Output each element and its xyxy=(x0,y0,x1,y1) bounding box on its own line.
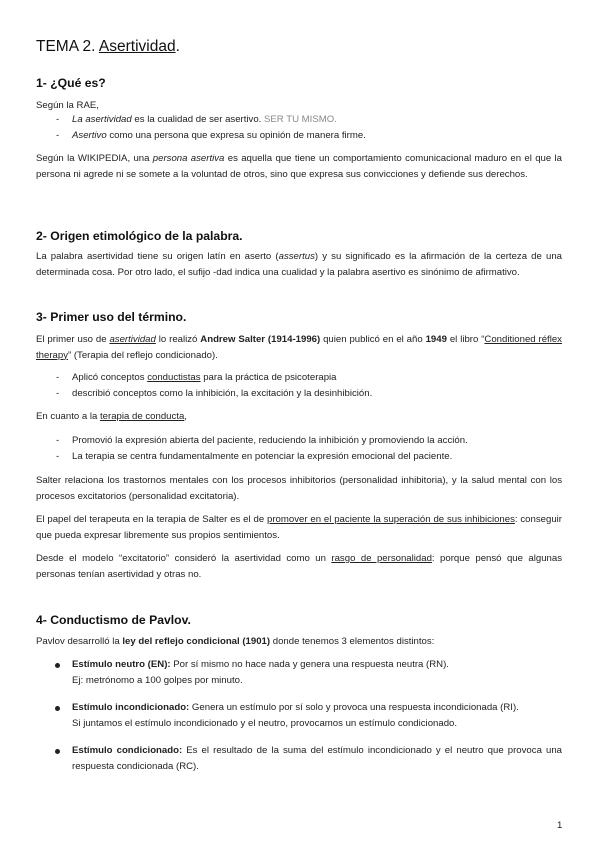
document-title xyxy=(36,38,180,56)
list-item: Estímulo neutro (EN): Por sí mismo no hace nada y genera una respuesta neutra (RN). Ej: metrónomo a 100 golpes por minuto. xyxy=(36,657,562,688)
list-item: - Promovió la expresión abierta del paciente, reduciendo la inhibición y promoviendo la acción. xyxy=(36,433,562,449)
list-item: - describió conceptos como la inhibición, la excitación y la desinhibición. xyxy=(36,386,562,402)
list-item: Estímulo condicionado: Es el resultado de la suma del estímulo incondicionado y el neutro que provoca una respuesta condicionada (RC). xyxy=(36,743,562,774)
s1-intro: Según la RAE, xyxy=(36,100,99,111)
section-4-heading: 4- Conductismo de Pavlov. xyxy=(36,613,191,627)
s3-list-2 xyxy=(36,433,562,465)
s3-paragraph-1: El primer uso de asertividad lo realizó Andrew Salter (1914-1996) quien publicó en el año 1949 el libro “Conditioned réflex therapy” (Terapia del reflejo condicionado). xyxy=(36,334,562,361)
list-item: - Asertivo como una persona que expresa su opinión de manera firme. xyxy=(36,128,562,144)
s2-paragraph: La palabra asertividad tiene su origen latín en aserto (assertus) y su significado es la afirmación de la certeza de una determinada cosa. Por otro lado, el sufijo -dad indica una cualidad y la palabra asertivo es sinónimo de afirmativo. xyxy=(36,251,563,278)
title-suffix: . xyxy=(175,38,180,55)
section-3-heading: 3- Primer uso del término. xyxy=(36,310,187,324)
list-item: - La terapia se centra fundamentalmente en potenciar la expresión emocional del paciente. xyxy=(36,449,562,465)
s3-paragraph-4: El papel del terapeuta en la terapia de Salter es el de promover en el paciente la superación de sus inhibiciones: conseguir que pueda expresar libremente sus propios sentimientos. xyxy=(36,514,562,541)
page-number: 1 xyxy=(557,820,563,831)
title-main: Asertividad xyxy=(98,38,176,55)
s1-list xyxy=(36,112,562,144)
s1-wiki-paragraph: Según la WIKIPEDIA, una persona asertiva es aquella que tiene un comportamiento comunicacional maduro en el que la persona ni agrede ni se somete a la voluntad de otros, sino que expresa sus convicciones y defiende sus derechos. xyxy=(36,153,563,180)
s4-bullet-list xyxy=(36,657,562,774)
list-item: Estímulo incondicionado: Genera un estímulo por sí solo y provoca una respuesta incondicionada (RI). Si juntamos el estímulo incondicionado y el neutro, provocamos un estímulo condicionado. xyxy=(36,700,562,731)
title-prefix: TEMA 2. xyxy=(36,38,99,55)
list-item: - La asertividad es la cualidad de ser asertivo. SER TU MISMO. xyxy=(36,112,562,128)
section-1-heading: 1- ¿Qué es? xyxy=(36,76,106,90)
bullet-icon xyxy=(55,706,60,711)
bullet-icon xyxy=(55,663,60,668)
bullet-icon xyxy=(55,749,60,754)
s3-paragraph-2: En cuanto a la terapia de conducta, xyxy=(36,411,187,422)
s3-paragraph-3: Salter relaciona los trastornos mentales con los procesos inhibitorios (personalidad inhibitoria), y la salud mental con los procesos excitatorios (personalidad excitatoria). xyxy=(36,475,562,502)
s3-paragraph-5: Desde el modelo “excitatorio” consideró la asertividad como un rasgo de personalidad: porque pensó que algunas personas tenían asertividad y otras no. xyxy=(36,553,563,580)
list-item: - Aplicó conceptos conductistas para la práctica de psicoterapia xyxy=(36,370,562,386)
s4-paragraph: Pavlov desarrolló la ley del reflejo condicional (1901) donde tenemos 3 elementos distintos: xyxy=(36,636,435,647)
s3-list-1 xyxy=(36,370,562,402)
section-2-heading: 2- Origen etimológico de la palabra. xyxy=(36,229,243,243)
